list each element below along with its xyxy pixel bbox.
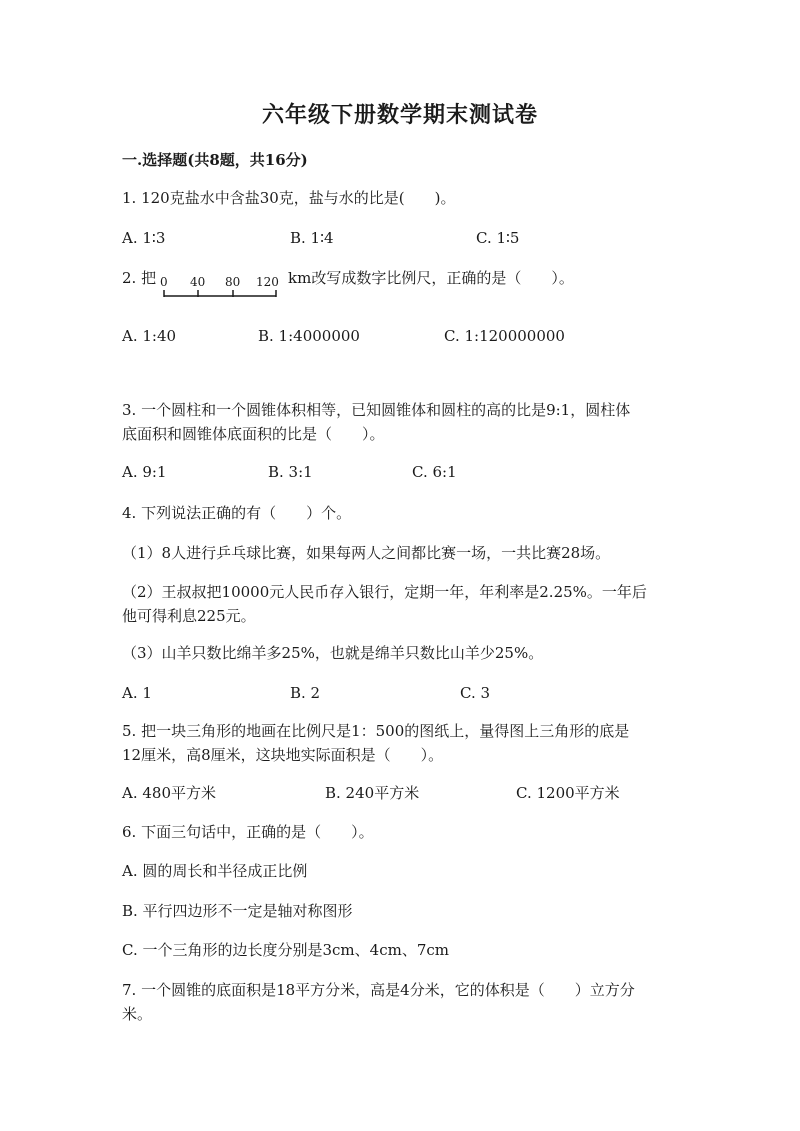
scale-label-0: 0: [160, 275, 168, 289]
scale-label-40: 40: [190, 275, 206, 289]
scale-bar-figure: [158, 276, 282, 300]
question-5-stem-line2: 12厘米，高8厘米，这块地实际面积是（ ）。: [122, 746, 444, 764]
scale-label-80: 80: [225, 275, 241, 289]
question-2-option-a: A. 1:40: [122, 327, 177, 345]
question-4-statement-3: （3）山羊只数比绵羊多25%，也就是绵羊只数比山羊少25%。: [122, 644, 544, 662]
question-4-statement-1: （1）8人进行乒乓球比赛，如果每两人之间都比赛一场，一共比赛28场。: [122, 544, 611, 562]
question-6-option-a: A. 圆的周长和半径成正比例: [122, 862, 308, 880]
question-6-stem: 6. 下面三句话中，正确的是（ ）。: [122, 823, 374, 841]
question-4-option-c: C. 3: [460, 684, 491, 702]
question-3-option-c: C. 6:1: [412, 463, 457, 481]
question-7-stem-line2: 米。: [122, 1005, 153, 1023]
question-5-option-a: A. 480平方米: [122, 784, 216, 802]
question-3-option-b: B. 3:1: [268, 463, 313, 481]
question-3-stem-line2: 底面积和圆锥体底面积的比是（ ）。: [122, 425, 385, 443]
question-2-stem-prefix: 2. 把: [122, 269, 157, 287]
question-3-option-a: A. 9:1: [122, 463, 167, 481]
question-4-stem: 4. 下列说法正确的有（ ）个。: [122, 504, 352, 522]
question-2-option-b: B. 1:4000000: [258, 327, 360, 345]
question-2-option-c: C. 1:120000000: [444, 327, 565, 345]
scale-bar-icon: [158, 276, 282, 300]
question-7-stem-line1: 7. 一个圆锥的底面积是18平方分米，高是4分米，它的体积是（ ）立方分: [122, 981, 635, 999]
question-1-option-b: B. 1∶4: [290, 229, 334, 247]
question-1-option-a: A. 1∶3: [122, 229, 166, 247]
question-5-stem-line1: 5. 把一块三角形的地画在比例尺是1：500的图纸上，量得图上三角形的底是: [122, 722, 630, 740]
question-5-option-c: C. 1200平方米: [516, 784, 620, 802]
question-4-option-b: B. 2: [290, 684, 321, 702]
question-6-option-c: C. 一个三角形的边长度分别是3cm、4cm、7cm: [122, 941, 449, 959]
page-title: 六年级下册数学期末测试卷: [261, 102, 538, 128]
question-2-stem-suffix: km改写成数字比例尺，正确的是（ ）。: [288, 269, 574, 287]
question-4-statement-2-line1: （2）王叔叔把10000元人民币存入银行，定期一年，年利率是2.25%。一年后: [122, 583, 647, 601]
question-6-option-b: B. 平行四边形不一定是轴对称图形: [122, 902, 353, 920]
scale-label-120: 120: [256, 275, 279, 289]
question-3-stem-line1: 3. 一个圆柱和一个圆锥体积相等，已知圆锥体和圆柱的高的比是9:1，圆柱体: [122, 401, 631, 419]
question-4-option-a: A. 1: [122, 684, 152, 702]
question-1-option-c: C. 1∶5: [476, 229, 520, 247]
question-5-option-b: B. 240平方米: [325, 784, 420, 802]
question-4-statement-2-line2: 他可得利息225元。: [122, 607, 256, 625]
section-heading: 一.选择题(共8题，共16分): [122, 151, 308, 169]
question-1-stem: 1. 120克盐水中含盐30克，盐与水的比是( )。: [122, 189, 456, 207]
